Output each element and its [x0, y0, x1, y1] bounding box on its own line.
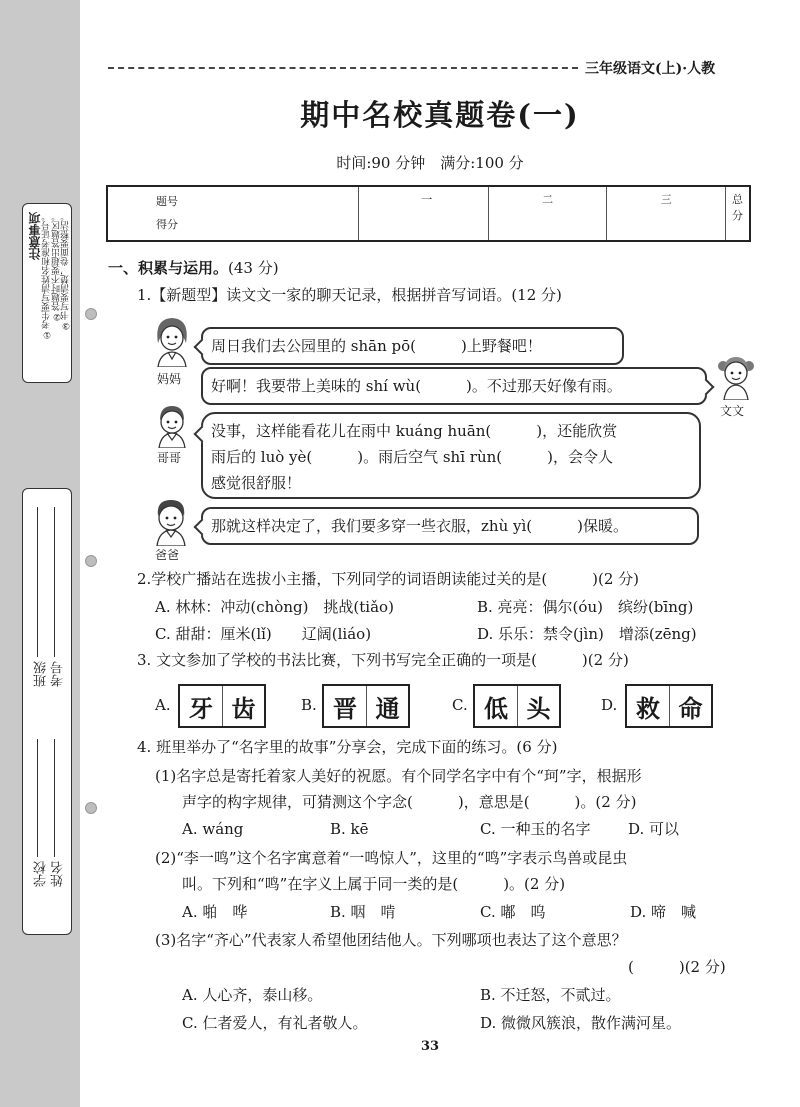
notice-line-1: ①考生要写清姓名和准考证号。	[42, 212, 52, 339]
q3-b-char-2: 通	[366, 686, 408, 726]
q4-part3-answer-blank: ( )(2 分)	[628, 958, 726, 976]
score-cell-total: 总分	[726, 186, 751, 241]
q3-c-char-1: 低	[484, 693, 508, 723]
q4-p3-option-d: D. 微微风簇浪，散作满河星。	[480, 1014, 682, 1032]
chat-bubble-dad: 那就这样决定了，我们要多穿一些衣服，zhù yì( )保暖。	[201, 507, 699, 545]
header-dashed-line	[108, 67, 578, 69]
score-cell-3: 三	[607, 186, 726, 241]
notice-title: 注意事项	[28, 212, 42, 260]
q4-part1-line1: (1)名字总是寄托着家人美好的祝愿。有个同学名字中有个“珂”字，根据形	[155, 767, 642, 785]
dad-avatar-icon	[150, 496, 192, 546]
chat-bubble-wenwen: 好啊！我要带上美味的 shí wù( )。不过那天好像有雨。	[201, 367, 707, 405]
q4-p2-option-d: D. 啼 喊	[630, 903, 697, 921]
q4-part2-line1: (2)“李一鸣”这个名字寓意着“一鸣惊人”，这里的“鸣”字表示鸟兽或昆虫	[155, 849, 628, 867]
notice-line-3: ③书写要清楚，卷面要整洁。	[61, 212, 71, 330]
notice-line-2: ②答题时不要超出答题区。	[52, 212, 62, 321]
q4-p3-option-b: B. 不迁怒，不贰过。	[480, 986, 621, 1004]
q3-text: 3. 文文参加了学校的书法比赛，下列书写完全正确的一项是( )(2 分)	[137, 651, 629, 669]
q4-p3-option-a: A. 人心齐，泰山移。	[182, 986, 323, 1004]
q3-option-b-letter: B.	[301, 696, 317, 714]
q3-b-char-1: 晋	[333, 693, 357, 723]
class-label: 班级	[34, 661, 49, 687]
q3-c-char-2: 头	[517, 686, 559, 726]
section-1-heading: 一、积累与运用。(43 分)	[108, 259, 279, 277]
q1-text: 1.【新题型】读文文一家的聊天记录，根据拼音写词语。(12 分)	[137, 286, 562, 304]
q3-option-d-letter: D.	[601, 696, 618, 714]
name-label: 姓名	[51, 861, 66, 887]
q4-p1-option-a: A. wáng	[182, 820, 244, 838]
bubble-tail	[698, 379, 715, 396]
q4-part2-line2: 叫。下列和“鸣”在字义上属于同一类的是( )。(2 分)	[182, 875, 566, 893]
q4-text: 4. 班里举办了“名字里的故事”分享会，完成下面的练习。(6 分)	[137, 738, 558, 756]
q3-option-b-box	[322, 684, 410, 728]
school-label: 学校	[34, 861, 49, 887]
page-title: 期中名校真题卷(一)	[300, 98, 580, 132]
chat-bubble-mom: 周日我们去公园里的 shān pō( )上野餐吧！	[201, 327, 624, 365]
q3-d-char-1: 救	[636, 693, 660, 723]
binding-hole	[85, 802, 97, 814]
wenwen-avatar-icon	[716, 352, 756, 400]
q2-option-d: D. 乐乐：禁令(jìn) 增添(zēng)	[477, 625, 697, 643]
q4-p3-option-c: C. 仁者爱人，有礼者敬人。	[182, 1014, 368, 1032]
score-table-header-cell	[107, 186, 359, 214]
dad-label: 爸爸	[155, 548, 180, 562]
class-line	[37, 507, 38, 657]
q4-p2-option-b: B. 咽 啃	[330, 903, 396, 921]
q4-p1-option-d: D. 可以	[628, 820, 680, 838]
exam-time-score: 时间:90 分钟 满分:100 分	[336, 154, 524, 172]
q4-p2-option-a: A. 啪 哗	[182, 903, 248, 921]
q4-part3-line1: (3)名字“齐心”代表家人希望他团结他人。下列哪项也表达了这个意思？	[155, 931, 627, 949]
q2-option-b: B. 亮亮：偶尔(óu) 缤纷(bīng)	[477, 598, 694, 616]
brother-label: 哥哥	[157, 451, 182, 465]
bubble-tail	[194, 426, 211, 443]
bubble-tail	[194, 519, 211, 536]
q2-text: 2.学校广播站在选拔小主播，下列同学的词语朗读能过关的是( )(2 分)	[137, 570, 640, 588]
student-info-box	[22, 488, 72, 935]
header-grade-label: 三年级语文(上)·人教	[585, 61, 716, 77]
q3-option-a-box	[178, 684, 266, 728]
score-cell-1: 一	[359, 186, 489, 241]
bubble-tail	[194, 339, 211, 356]
chat-bubble-brother: 没事，这样能看花儿在雨中 kuáng huān( )，还能欣赏 雨后的 luò yè( )。雨后空气 shī rùn( )，会令人 感觉很舒服！	[201, 412, 701, 499]
q4-p1-option-c: C. 一种玉的名字	[480, 820, 591, 838]
score-cell-2: 二	[488, 186, 607, 241]
question-no-label: 题号	[156, 195, 178, 208]
q3-a-char-2: 齿	[222, 686, 264, 726]
brother-avatar-icon	[152, 402, 192, 448]
mom-avatar-icon	[152, 313, 192, 367]
wenwen-label: 文文	[720, 404, 745, 418]
binding-hole	[85, 555, 97, 567]
name-line	[54, 739, 55, 857]
q3-option-c-box	[473, 684, 561, 728]
q2-option-a: A. 林林：冲动(chòng) 挑战(tiǎo)	[155, 598, 394, 616]
q3-option-d-box	[625, 684, 713, 728]
q3-option-a-letter: A.	[155, 696, 171, 714]
q4-part1-line2: 声字的构字规律，可猜测这个字念( )，意思是( )。(2 分)	[182, 793, 637, 811]
q3-option-c-letter: C.	[452, 696, 468, 714]
score-label-cell	[107, 214, 359, 242]
page-number: 33	[420, 1039, 440, 1054]
binding-hole	[85, 308, 97, 320]
exam-no-label: 考号	[51, 661, 66, 687]
score-label: 得分	[156, 217, 178, 231]
q3-a-char-1: 牙	[189, 693, 213, 723]
q2-option-c: C. 甜甜：厘米(lǐ) 辽阔(liáo)	[155, 625, 372, 643]
q3-d-char-2: 命	[669, 686, 711, 726]
school-line	[37, 739, 38, 857]
exam-no-line	[54, 507, 55, 657]
notice-box	[22, 203, 72, 383]
q4-p1-option-b: B. kē	[330, 820, 369, 838]
mom-label: 妈妈	[157, 372, 182, 386]
score-table	[106, 185, 751, 242]
q4-p2-option-c: C. 嘟 呜	[480, 903, 546, 921]
